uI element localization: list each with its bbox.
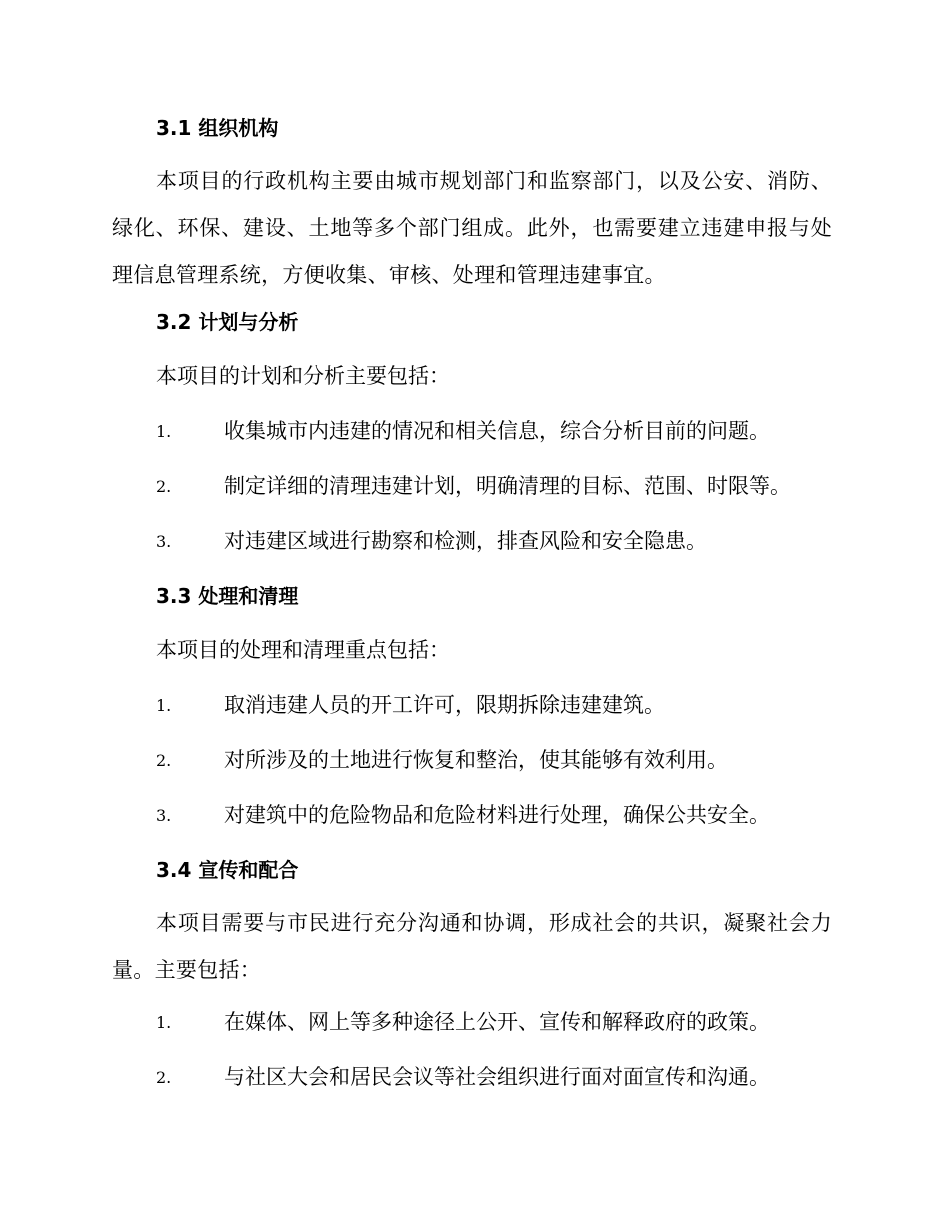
list-item	[0, 800, 950, 830]
list-item	[0, 526, 950, 556]
list-item-text: 在媒体、网上等多种途径上公开、宣传和解释政府的政策。	[224, 1010, 770, 1034]
list-item-number: 3.	[156, 806, 172, 825]
list-item-number: 1.	[156, 422, 172, 441]
list-item-text: 收集城市内违建的情况和相关信息，综合分析目前的问题。	[224, 419, 770, 443]
list-item-number: 2.	[156, 1068, 172, 1087]
list-item-text: 制定详细的清理违建计划，明确清理的目标、范围、时限等。	[224, 474, 791, 498]
list-item	[0, 1062, 950, 1092]
list-item-number: 3.	[156, 532, 172, 551]
list-item	[0, 690, 950, 720]
list-item-number: 2.	[156, 477, 172, 496]
list-item-number: 1.	[156, 696, 172, 715]
section-paragraph-3-4: 本项目需要与市民进行充分沟通和协调，形成社会的共识，凝聚社会力量。主要包括：	[112, 911, 832, 982]
list-item-number: 1.	[156, 1013, 172, 1032]
section-heading-3-2: 3.2 计划与分析	[156, 310, 299, 334]
section-heading-3-4: 3.4 宣传和配合	[156, 858, 299, 882]
list-item	[0, 471, 950, 501]
list-item-text: 对建筑中的危险物品和危险材料进行处理，确保公共安全。	[224, 803, 770, 827]
list-item	[0, 1007, 950, 1037]
list-item-text: 对违建区域进行勘察和检测，排查风险和安全隐患。	[224, 529, 707, 553]
list-item-text: 与社区大会和居民会议等社会组织进行面对面宣传和沟通。	[224, 1065, 770, 1089]
list-item-text: 对所涉及的土地进行恢复和整治，使其能够有效利用。	[224, 748, 728, 772]
section-heading-3-3: 3.3 处理和清理	[156, 584, 299, 608]
section-heading-3-1: 3.1 组织机构	[156, 116, 279, 140]
section-paragraph-3-1: 本项目的行政机构主要由城市规划部门和监察部门，以及公安、消防、绿化、环保、建设、土地等多个部门组成。此外，也需要建立违建申报与处理信息管理系统，方便收集、审核、处理和管理违建事宜。	[112, 169, 832, 287]
section-intro-3-3: 本项目的处理和清理重点包括：	[156, 638, 450, 662]
list-item	[0, 416, 950, 446]
section-intro-3-2: 本项目的计划和分析主要包括：	[156, 364, 450, 388]
list-item-text: 取消违建人员的开工许可，限期拆除违建建筑。	[224, 693, 665, 717]
list-item-number: 2.	[156, 751, 172, 770]
list-item	[0, 745, 950, 775]
